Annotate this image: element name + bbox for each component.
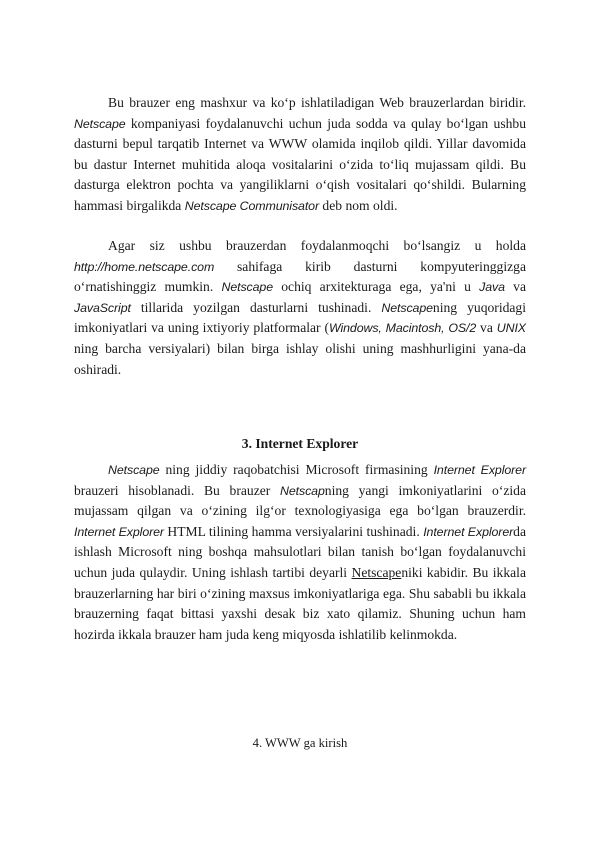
text: deb nom oldi. [319, 197, 398, 213]
term-netscape: Netscape [381, 300, 433, 315]
text: Agar siz ushbu brauzerdan foydalanmoqchi bo‘lsangiz u holda [108, 238, 526, 253]
term-java: Java [479, 280, 505, 295]
text: va [504, 279, 527, 295]
paragraph-netscape-install [74, 236, 526, 380]
term-netscape-underlined: Netscape [351, 564, 402, 580]
text: Bu brauzer eng mashxur va ko‘p ishlatiladigan Web brauzerlardan biridir. [108, 95, 526, 110]
term-javascript: JavaScript [74, 300, 131, 315]
text: kompaniyasi foydalanuvchi uchun juda sodda va qulay bo‘lgan ushbu dasturni bepul tarqatib Internet va WWW olamida inqilob qildi. Yillar davomida bu dastur Internet muhitida aloqa vositalarini o‘zida to‘liq mujassam qildi. Bu dasturga elektron pochta va yangiliklarni o‘qish vositalari qo‘shildi. Bularning hammasi birgalikda [74, 115, 526, 213]
term-netscape: Netscape [108, 463, 160, 477]
text: va [476, 320, 497, 336]
text: brauzeri hisoblanadi. Bu brauzer [74, 482, 280, 498]
term-netscape: Netscape [221, 280, 274, 295]
text: ning barcha versiyalari) bilan birga ishlay olishi uning mashhurligini yana-da oshiradi. [74, 340, 526, 377]
text: ning yangi imkoniyatlarini o‘zida mujassam qilgan va o‘zining ilg‘or texnologiyasiga ega bo‘lgan brauzerdir. [74, 482, 526, 519]
term-communicator: Netscape Communisator [184, 198, 320, 213]
term-unix: UNIX [496, 321, 526, 336]
paragraph-internet-explorer [74, 460, 526, 645]
term-netscap: Netscap [280, 483, 325, 498]
text: ning yuqoridagi imkoniyatlari va uning ixtiyoriy platformalar ( [74, 299, 526, 336]
term-platforms: Windows, Macintosh, OS/2 [328, 321, 477, 336]
text: tillarida yozilgan dasturlarni tushinadi. [130, 299, 382, 315]
text: HTML tilining hamma versiyalarini tushinadi. [163, 523, 424, 539]
text: sahifaga kirib dasturni kompyuteringgizga o‘rnatishinggiz mumkin. [74, 258, 526, 295]
term-internet-explorer: Internet Explorer [423, 524, 514, 539]
text: ochiq arxitekturaga ega, ya'ni u [273, 279, 480, 295]
section-heading-internet-explorer: 3. Internet Explorer [241, 436, 359, 451]
term-internet-explorer: Internet Explorer [433, 463, 526, 477]
paragraph-netscape-intro [74, 93, 526, 217]
text: da ishlash Microsoft ning boshqa mahsulotlari bilan tanish bo‘lgan foydalanuvchi uchun juda qulaydir. Uning ishlash tartibi deyarli [74, 523, 526, 580]
text: niki kabidir. Bu ikkala brauzerlarning har biri o‘zining maxsus imkoniyatlariga ega. Shu sababli bu ikkala brauzerning faqat bittasi yaxshi desak biz xato qilamiz. Shuning uchun ham hozirda ikkala brauzer ham juda keng miqyosda ishlatilib kelinmokda. [74, 564, 526, 642]
text: ning jiddiy raqobatchisi Microsoft firmasining [159, 462, 434, 477]
term-netscape: Netscape [74, 116, 126, 131]
term-internet-explorer: Internet Explorer [74, 524, 164, 539]
section-heading-www: 4. WWW ga kirish [252, 736, 348, 750]
url-netscape: http://home.netscape.com [74, 259, 215, 274]
